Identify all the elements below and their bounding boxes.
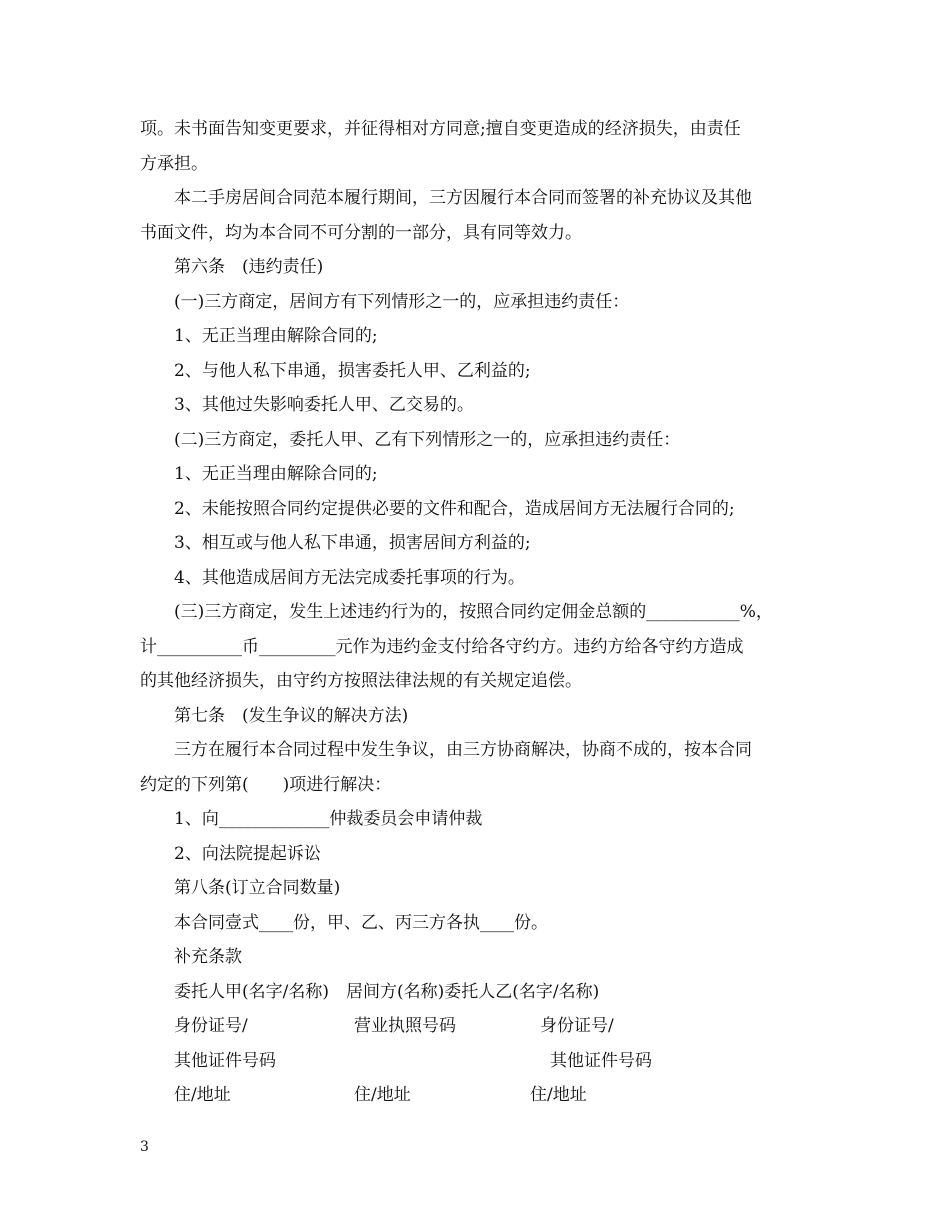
list-item: 1、无正当理由解除合同的; [174,326,378,346]
signature-cell: 住/地址 [530,1085,587,1105]
signature-cell: 身份证号/ [174,1016,248,1036]
list-item: 2、向法院提起诉讼 [174,843,321,864]
article-heading: 第七条 (发生争议的解决方法) [174,705,409,726]
article-heading: 第八条(订立合同数量) [174,878,341,898]
list-item: 3、其他过失影响委托人甲、乙交易的。 [174,395,474,415]
paragraph-line: 计__________币_________元作为违约金支付给各守约方。违约方给各守约方造成 [140,636,744,657]
signature-cell: 住/地址 [354,1085,411,1105]
paragraph-line: 项。未书面告知变更要求，并征得相对方同意;擅自变更造成的经济损失，由责任 [140,119,741,139]
paragraph-line: 方承担。 [140,153,208,174]
signature-cell: 营业执照号码 [354,1016,456,1036]
signature-cell: 其他证件号码 [174,1050,276,1071]
paragraph-line: 三方在履行本合同过程中发生争议，由三方协商解决，协商不成的，按本合同 [174,740,752,760]
paragraph-line: 约定的下列第( )项进行解决： [140,774,392,795]
signature-header: 委托人甲(名字/名称) 居间方(名称)委托人乙(名字/名称) [174,981,600,1002]
list-item: 1、向_____________仲裁委员会申请仲裁 [174,809,483,829]
section-heading: 补充条款 [174,947,242,967]
paragraph-line: 本二手房居间合同范本履行期间，三方因履行本合同而签署的补充协议及其他 [174,188,752,208]
list-item: 2、未能按照合同约定提供必要的文件和配合，造成居间方无法履行合同的; [174,498,735,519]
page-number: 3 [140,1139,149,1155]
signature-cell: 住/地址 [174,1085,231,1105]
signature-cell: 其他证件号码 [550,1050,652,1071]
signature-cell [354,1044,550,1079]
paragraph-line: 书面文件，均为本合同不可分割的一部分，具有同等效力。 [140,222,582,243]
list-item: 2、与他人私下串通，损害委托人甲、乙利益的; [174,360,531,381]
paragraph-line: 的其他经济损失，由守约方按照法律法规的有关规定追偿。 [140,671,582,691]
signature-row [140,1044,812,1079]
article-heading: 第六条 (违约责任) [174,257,324,277]
signature-row [140,1009,812,1044]
list-item: 3、相互或与他人私下串通，损害居间方利益的; [174,533,531,553]
list-item: 1、无正当理由解除合同的; [174,464,378,484]
list-item: 4、其他造成居间方无法完成委托事项的行为。 [174,567,525,588]
contract-body [140,112,812,1113]
signature-cell: 身份证号/ [540,1016,614,1036]
paragraph-line: (二)三方商定，委托人甲、乙有下列情形之一的，应承担违约责任： [174,429,681,450]
paragraph-line: (三)三方商定，发生上述违约行为的，按照合同约定佣金总额的___________%， [174,602,773,622]
paragraph-line: (一)三方商定，居间方有下列情形之一的，应承担违约责任： [174,291,630,312]
paragraph-line: 本合同壹式____份，甲、乙、丙三方各执____份。 [174,912,548,933]
signature-row [140,1078,812,1113]
